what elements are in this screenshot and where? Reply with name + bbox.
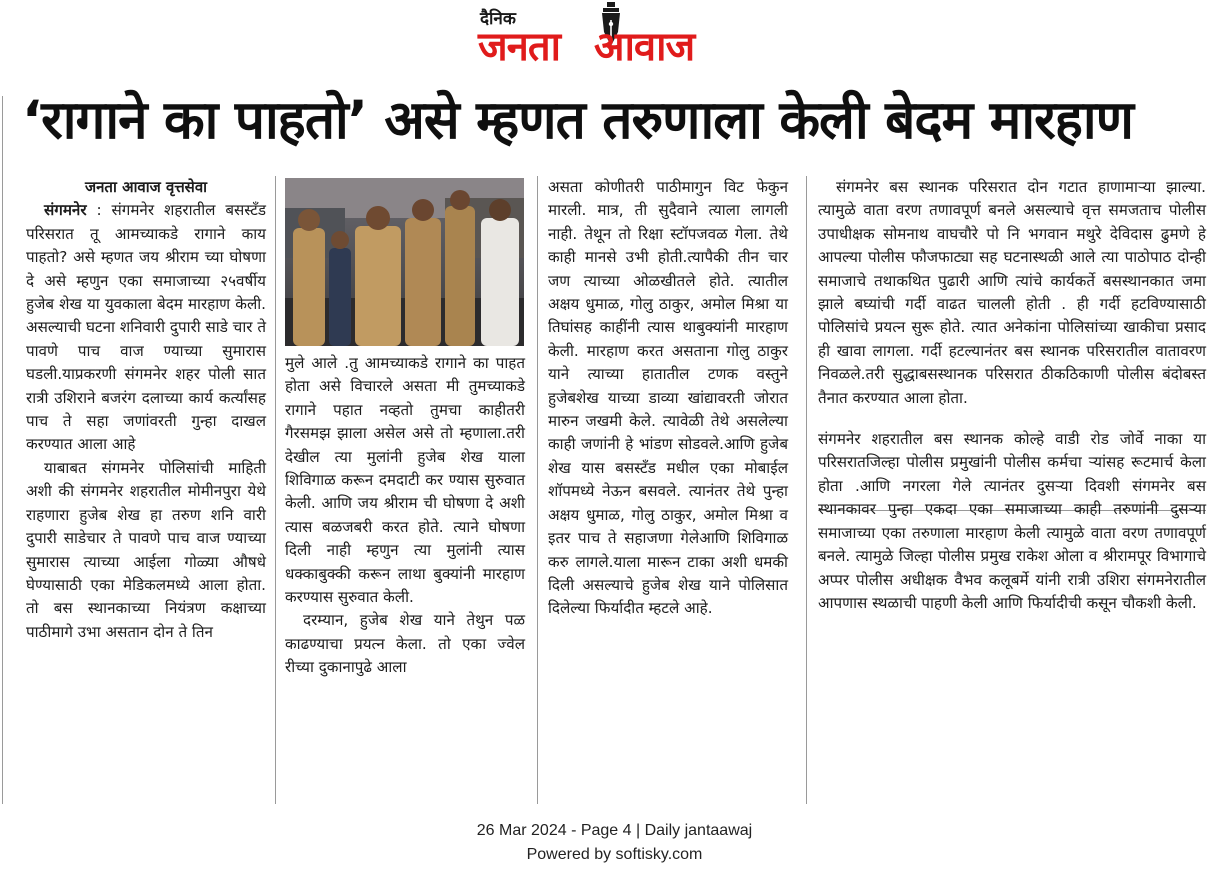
column-divider <box>537 176 538 804</box>
article-paragraph: याबाबत संगमनेर पोलिसांची माहिती अशी की संगमनेर शहरातील मोमीनपुरा येथे राहणारा हुजेब शेख हा तरुण शनि वारी दुपारी साडेचार ते पावणे पाच वाज ण्याच्या सुमारास त्याच्या आईला गोळ्या औषधे घेण्यासाठी एका मेडिकलमध्ये आला होता. तो बस स्थानकाच्या नियंत्रण कक्षाच्या पाठीमागे उभा असतान दोन ते तिन <box>26 458 266 641</box>
article-paragraph: संगमनेर शहरातील बस स्थानक कोल्हे वाडी रोड जोर्वे नाका या परिसरातजिल्हा पोलीस प्रमुखांनी पोलीस कर्मचा ऱ्यांसह रूटमार्च केला होता .आणि नगरला गेले त्यानंतर दुसऱ्या दिवशी संगमनेर बस स्थानकावर पुन्हा एकदा एका समाजाच्या काही तरुणांनी दुसऱ्या समाजाच्या एका तरुणाला मारहाण केली त्यामुळे वाता वरण तणावपूर्ण बनले. त्यामुळे जिल्हा पोलीस प्रमुख राकेश ओला व श्रीरामपूर विभागाचे अप्पर पोलीस अधीक्षक वैभव कलूबर्मे यांनी रात्री उशिरा संगमनेरातील आपणास स्थळाची पाहणी केली आणि फिर्यादीची कसून चौकशी केली. <box>818 430 1206 612</box>
article-paragraph: असता कोणीतरी पाठीमागुन विट फेकुन मारली. मात्र, ती सुदैवाने त्याला लागली नाही. तेथून तो रिक्षा स्टॉपजवळ गेला. तेथे काही मानसे उभी होती.त्यापैकी तीन चार जण त्याच्या ओळखीतले होते. त्यातील अक्षय धुमाळ, गोलु ठाकुर, अमोल मिश्रा या तिघांसह काहींनी त्यास थाबुक्यांनी मारहाण केली. मारहाण करत असताना गोलु ठाकुर याने त्याच्या हातातील टणक वस्तुने हुजेबशेख याच्या डाव्या खांद्यावरती जोरात मारुन जखमी केले. त्यावेळी तेथे असलेल्या काही जणांनी हे भांडण सोडवले.आणि हुजेब शेख यास बसस्टँड मधील एका मोबाईल शॉपमध्ये नेऊन बसवले. त्यानंतर तेथे पुन्हा अक्षय धुमाळ, गोलु ठाकुर, अमोल मिश्रा व इतर पाच ते सहाजणा गेलेआणि शिविगाळ करु लागले.याला मारून टाका अशी धमकी दिली असल्याचे हुजेब शेख याने पोलिसात दिलेल्या फिर्यादीत म्हटले आहे. <box>548 178 788 618</box>
edition-info: 26 Mar 2024 - Page 4 | Daily jantaawaj <box>476 822 753 839</box>
article-column-3 <box>548 176 788 621</box>
column-divider <box>275 176 276 804</box>
article-paragraph: मुले आले .तु आमच्याकडे रागाने का पाहत होता असे विचारले असता मी तुमच्याकडे रागाने पहात नव्हतो तुमचा काहीतरी गैरसमझ झाला असेल असे तो म्हणाला.तरी देखील त्या मुलांनी हुजेब शेख याला शिविगाळ करून दमदाटी कर ण्यास सुरुवात केली. आणि जय श्रीराम ची घोषणा दे अशी त्यास बळजबरी करत होते. त्याने घोषणा दिली नाही म्हणुन त्या मुलांनी त्यास धक्काबुक्की करून लाथा बुक्यांनी मारहाण करण्यास सुरुवात केली. <box>285 354 525 607</box>
page-left-border <box>2 96 3 804</box>
article-column-1 <box>26 176 266 644</box>
article-paragraph: संगमनेर बस स्थानक परिसरात दोन गटात हाणामाऱ्या झाल्या. त्यामुळे वाता वरण तणावपूर्ण बनले असल्याचे वृत्त समजताच पोलीस उपाधीक्षक सोमनाथ वाघचौरे पो नि भगवान मथुरे देविदास ढुमणे हे आपल्या पोलीस फौजफाट्या सह घटनास्थळी आले त्या पाठोपाठ दोन्ही समाजाचे तथाकथित पुढारी आणि त्यांचे कार्यकर्ते बसस्थानकात जमा झाले बघ्यांची गर्दी वाढत चालली होती . ही गर्दी हटविण्यासाठी पोलिसांचे प्रयत्न सुरू होते. त्यात अनेकांना पोलिसांच्या खाकीचा प्रसाद ही खावा लागला. गर्दी हटल्यानंतर बस स्थानक परिसरातील वातावरण निवळले.तरी सुद्धाबसस्थानक परिसरात ठीकठिकाणी पोलीस बंदोबस्त तैनात करण्यात आला होता. <box>818 178 1206 407</box>
paragraph-text: : संगमनेर शहरातील बसस्टँड परिसरात तू आमच्याकडे रागाने काय पाहतो? असे म्हणत जय श्रीराम च्या घोषणा दे असे म्हणुन एका समाजाच्या २५वर्षीय हुजेब शेख या युवकाला बेदम मारहाण केली. असल्याची घटना शनिवारी दुपारी साडे चार ते पावणे पाच वाज ण्याच्या सुमारास घडली.याप्रकरणी संगमनेर शहर पोली सात रात्री उशिराने बजरंग दलाच्या कार्य कर्त्यांसह पाच ते सहा जणांवरती गुन्हा दाखल करण्यात आला आहे <box>26 201 266 454</box>
article-paragraph <box>26 199 266 456</box>
article-paragraph: दरम्यान, हुजेब शेख याने तेथुन पळ काढण्याचा प्रयत्न केला. तो एका ज्वेल रीच्या दुकानापुढे आला <box>285 611 525 677</box>
byline: जनता आवाज वृत्तसेवा <box>84 178 208 196</box>
column-divider <box>806 176 807 804</box>
article-column-2 <box>285 352 525 680</box>
article-column-4 <box>818 176 1206 615</box>
masthead-title-part1: जनता <box>478 24 561 70</box>
police-crowd-photo <box>285 178 524 346</box>
masthead-title <box>478 24 694 70</box>
news-photo <box>285 178 524 346</box>
powered-by-link[interactable]: Powered by softisky.com <box>526 846 703 863</box>
dateline: संगमनेर <box>44 201 87 220</box>
masthead <box>0 0 1229 80</box>
masthead-daily-label: दैनिक <box>480 9 516 29</box>
article-headline: ‘रागाने का पाहतो’ असे म्हणत तरुणाला केली बेदम मारहाण <box>22 90 1133 151</box>
masthead-title-part2: आवाज <box>594 24 695 70</box>
